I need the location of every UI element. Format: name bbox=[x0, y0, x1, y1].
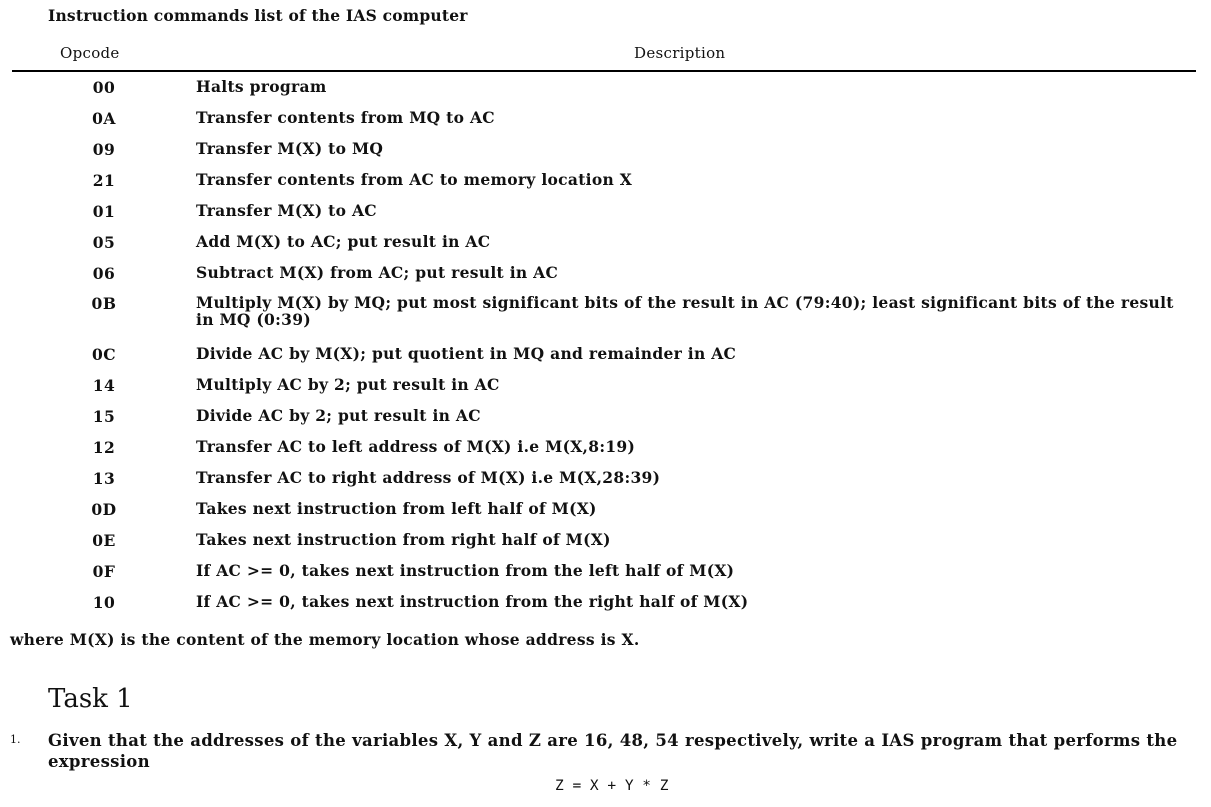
table-row bbox=[12, 500, 1181, 519]
table-row bbox=[12, 593, 1181, 612]
task-expression: Z = X + Y * Z bbox=[555, 778, 669, 794]
opcode-cell: 0F bbox=[92, 562, 116, 581]
description-cell: Subtract M(X) from AC; put result in AC bbox=[196, 263, 559, 282]
description-cell: Transfer AC to left address of M(X) i.e M(X,8:19) bbox=[196, 437, 636, 456]
description-cell: Multiply M(X) by MQ; put most significant bits of the result in AC (79:40); least significant bits of the result in MQ (0:39) bbox=[196, 293, 1174, 329]
opcode-cell: 09 bbox=[92, 140, 116, 159]
table-row bbox=[12, 407, 1181, 426]
task-heading: Task 1 bbox=[48, 684, 133, 714]
description-cell: Add M(X) to AC; put result in AC bbox=[196, 232, 491, 251]
opcode-cell: 10 bbox=[92, 593, 116, 612]
table-row bbox=[12, 562, 1181, 581]
table-caption: Instruction commands list of the IAS computer bbox=[48, 6, 468, 25]
task-item-text: Given that the addresses of the variables X, Y and Z are 16, 48, 54 respectively, write a IAS program that performs the expression bbox=[48, 731, 1178, 771]
description-cell: Multiply AC by 2; put result in AC bbox=[196, 375, 500, 394]
description-cell: Transfer M(X) to AC bbox=[196, 201, 377, 220]
opcode-cell: 21 bbox=[92, 171, 116, 190]
table-row bbox=[12, 264, 1181, 283]
table-row bbox=[12, 294, 1181, 328]
opcode-cell: 00 bbox=[92, 78, 116, 97]
table-row bbox=[12, 345, 1181, 364]
table-row bbox=[12, 233, 1181, 252]
task-item-number: 1. bbox=[10, 733, 21, 746]
table-row bbox=[12, 469, 1181, 488]
description-cell: If AC >= 0, takes next instruction from the right half of M(X) bbox=[196, 592, 749, 611]
table-row bbox=[12, 438, 1181, 457]
footnote: where M(X) is the content of the memory location whose address is X. bbox=[10, 630, 640, 649]
description-cell: Takes next instruction from right half of M(X) bbox=[196, 530, 611, 549]
description-cell: Divide AC by 2; put result in AC bbox=[196, 406, 481, 425]
opcode-cell: 14 bbox=[92, 376, 116, 395]
table-row bbox=[12, 109, 1181, 128]
opcode-cell: 0B bbox=[91, 294, 117, 313]
table-header bbox=[12, 40, 1196, 72]
table-row bbox=[12, 202, 1181, 221]
table-row bbox=[12, 171, 1181, 190]
description-column-header: Description bbox=[634, 44, 726, 62]
description-cell: Transfer contents from AC to memory location X bbox=[196, 170, 633, 189]
opcode-cell: 12 bbox=[92, 438, 116, 457]
description-cell: Takes next instruction from left half of M(X) bbox=[196, 499, 597, 518]
opcode-cell: 01 bbox=[92, 202, 116, 221]
table-row bbox=[12, 140, 1181, 159]
description-cell: Transfer M(X) to MQ bbox=[196, 139, 384, 158]
opcode-cell: 15 bbox=[92, 407, 116, 426]
description-cell: Transfer AC to right address of M(X) i.e M(X,28:39) bbox=[196, 468, 661, 487]
opcode-cell: 13 bbox=[92, 469, 116, 488]
instruction-table bbox=[12, 40, 1196, 612]
opcode-cell: 0A bbox=[92, 109, 116, 128]
table-row bbox=[12, 78, 1181, 97]
opcode-column-header: Opcode bbox=[60, 44, 120, 62]
opcode-cell: 05 bbox=[92, 233, 116, 252]
opcode-cell: 0D bbox=[91, 500, 117, 519]
opcode-cell: 0C bbox=[91, 345, 117, 364]
table-row bbox=[12, 376, 1181, 395]
description-cell: If AC >= 0, takes next instruction from the left half of M(X) bbox=[196, 561, 735, 580]
opcode-cell: 0E bbox=[92, 531, 116, 550]
table-row bbox=[12, 531, 1181, 550]
opcode-cell: 06 bbox=[92, 264, 116, 283]
description-cell: Halts program bbox=[196, 77, 327, 96]
description-cell: Divide AC by M(X); put quotient in MQ and remainder in AC bbox=[196, 344, 737, 363]
description-cell: Transfer contents from MQ to AC bbox=[196, 108, 495, 127]
